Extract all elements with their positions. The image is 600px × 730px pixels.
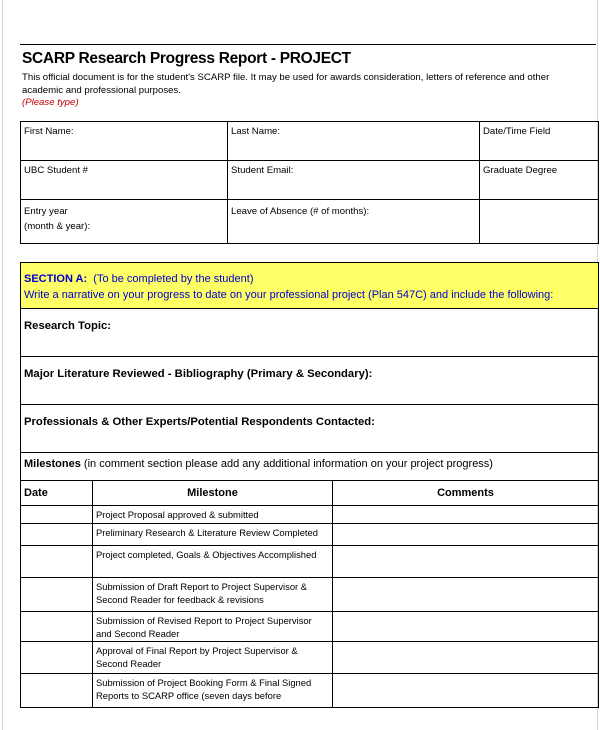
last-name-label: Last Name: xyxy=(231,126,281,137)
date-time-label: Date/Time Field xyxy=(483,126,551,137)
milestone-comment-cell[interactable] xyxy=(333,506,599,524)
section-a-label: SECTION A: xyxy=(24,273,88,285)
milestone-date-cell[interactable] xyxy=(21,642,93,674)
col-milestone-header: Milestone xyxy=(93,481,333,506)
header-rule xyxy=(20,44,596,45)
milestone-date-cell[interactable] xyxy=(21,524,93,546)
entry-year-format: (month & year): xyxy=(24,221,91,232)
student-number-field[interactable] xyxy=(21,161,228,200)
graduate-degree-field[interactable] xyxy=(480,161,599,200)
date-time-field[interactable] xyxy=(480,122,599,161)
milestone-date-cell[interactable] xyxy=(21,578,93,612)
milestone-cell: Preliminary Research & Literature Review Completed xyxy=(93,524,333,546)
research-topic-label: Research Topic: xyxy=(24,320,112,332)
last-name-field[interactable] xyxy=(228,122,480,161)
entry-year-label: Entry year xyxy=(24,206,68,217)
milestone-comment-cell[interactable] xyxy=(333,674,599,708)
milestones-label: Milestones xyxy=(24,458,81,470)
milestone-date-cell[interactable] xyxy=(21,612,93,642)
section-a-instruction: Write a narrative on your progress to date on your professional project (Plan 547C) and include the following: xyxy=(24,289,554,301)
first-name-field[interactable] xyxy=(21,122,228,161)
literature-label: Major Literature Reviewed - Bibliography (Primary & Secondary): xyxy=(24,368,373,380)
milestone-cell: Project Proposal approved & submitted xyxy=(93,506,333,524)
entry-year-field[interactable] xyxy=(21,200,228,244)
page-edge xyxy=(2,0,3,730)
col-comments-header: Comments xyxy=(333,481,599,506)
milestone-comment-cell[interactable] xyxy=(333,578,599,612)
section-a-subtitle: (To be completed by the student) xyxy=(93,273,254,285)
milestone-comment-cell[interactable] xyxy=(333,546,599,578)
empty-field[interactable] xyxy=(480,200,599,244)
student-info-table xyxy=(20,121,599,244)
milestone-cell: Submission of Draft Report to Project Supervisor & Second Reader for feedback & revisions xyxy=(93,578,333,612)
student-email-field[interactable] xyxy=(228,161,480,200)
milestone-date-cell[interactable] xyxy=(21,674,93,708)
milestones-note: (in comment section please add any additional information on your project progress) xyxy=(83,458,493,470)
milestone-cell: Submission of Revised Report to Project Supervisor and Second Reader xyxy=(93,612,333,642)
milestone-comment-cell[interactable] xyxy=(333,642,599,674)
graduate-degree-label: Graduate Degree xyxy=(483,165,558,176)
please-type-note: (Please type) xyxy=(22,97,79,108)
leave-of-absence-label: Leave of Absence (# of months): xyxy=(231,206,370,217)
student-email-label: Student Email: xyxy=(231,165,294,176)
research-topic-field[interactable] xyxy=(21,309,599,357)
literature-field[interactable] xyxy=(21,357,599,405)
section-a-table xyxy=(20,262,599,708)
milestone-cell: Approval of Final Report by Project Supervisor & Second Reader xyxy=(93,642,333,674)
leave-of-absence-field[interactable] xyxy=(228,200,480,244)
milestone-comment-cell[interactable] xyxy=(333,524,599,546)
milestones-header xyxy=(21,453,599,481)
col-date-header: Date xyxy=(21,481,93,506)
professionals-label: Professionals & Other Experts/Potential Respondents Contacted: xyxy=(24,416,375,428)
milestone-comment-cell[interactable] xyxy=(333,612,599,642)
milestone-date-cell[interactable] xyxy=(21,546,93,578)
milestone-cell: Submission of Project Booking Form & Final Signed Reports to SCARP office (seven days before xyxy=(93,674,333,708)
professionals-field[interactable] xyxy=(21,405,599,453)
document-title: SCARP Research Progress Report - PROJECT xyxy=(22,50,351,67)
milestone-cell: Project completed, Goals & Objectives Accomplished xyxy=(93,546,333,578)
section-a-header xyxy=(21,263,599,309)
student-number-label: UBC Student # xyxy=(24,165,88,176)
intro-text: This official document is for the student's SCARP file. It may be used for awards consideration, letters of reference and other academic and professional purposes. xyxy=(22,72,550,96)
milestone-date-cell[interactable] xyxy=(21,506,93,524)
first-name-label: First Name: xyxy=(24,126,74,137)
